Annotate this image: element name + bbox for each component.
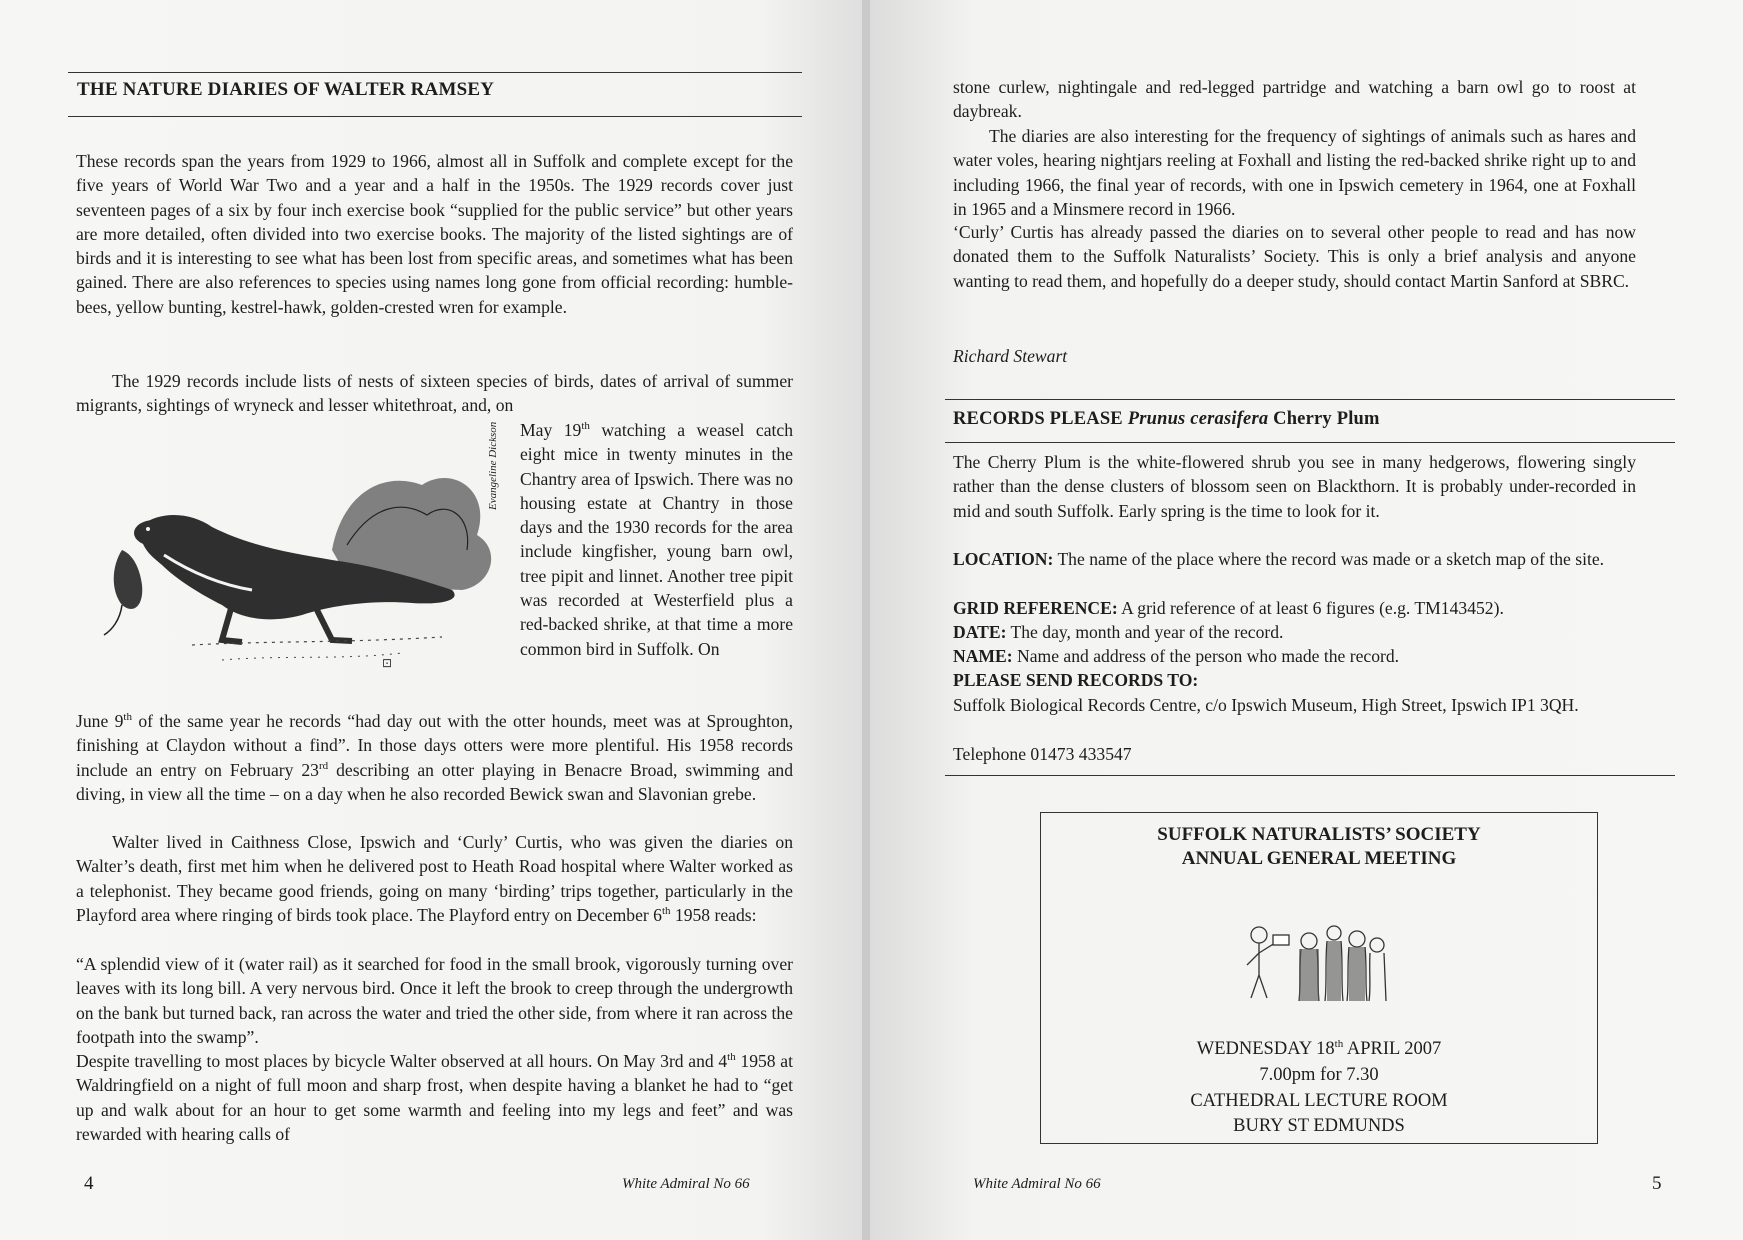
agm-venue: CATHEDRAL LECTURE ROOM xyxy=(1190,1091,1448,1111)
location-label: LOCATION: xyxy=(953,549,1054,569)
records-heading-species: Prunus cerasifera xyxy=(1127,409,1269,429)
location-text: The name of the place where the record was made or a sketch map of the site. xyxy=(1053,549,1605,569)
name-text: Name and address of the person who made the record. xyxy=(1012,646,1400,666)
article-author: Richard Stewart xyxy=(953,346,1068,366)
records-rule-top xyxy=(945,399,1675,400)
caithness-sup: th xyxy=(661,905,671,918)
page-left xyxy=(0,0,865,1240)
paragraph-1929-lead: The 1929 records include lists of nests of sixteen species of birds, dates of arrival of summer migrants, sightings of wryneck and lesser whitethroat, and, on xyxy=(76,371,793,416)
weasel-illustration xyxy=(82,455,522,675)
tail-text-c: describing an otter playing in Benacre Broad, swimming and diving, in view all the time – on a day when he also recorded Bewick swan and Slavonian grebe. xyxy=(76,759,793,804)
bicycle-text-a: Despite travelling to most places by bicycle Walter observed at all hours. On May 3rd and 4 xyxy=(76,1051,728,1071)
agm-town: BURY ST EDMUNDS xyxy=(1233,1116,1405,1136)
date-label: DATE: xyxy=(953,622,1007,642)
page-right xyxy=(870,0,1743,1240)
records-rule-bottom xyxy=(945,442,1675,443)
send-records-label: PLEASE SEND RECORDS TO: xyxy=(953,670,1199,690)
caithness-text-b: 1958 reads: xyxy=(670,904,757,925)
paragraph-donation: ‘Curly’ Curtis has already passed the diaries on to several other people to read and has now donated them to the Suffolk Naturalists’ Society. This is only a brief analysis and anyone wanting to read them, and hopefully do a deeper study, should contact Martin Sanford at SBRC. xyxy=(953,222,1636,291)
water-rail-quote: “A splendid view of it (water rail) as it searched for food in the small brook, vigorously turning over leaves with its long bill. A very nervous bird. Once it left the brook to creep through the undergrowth on the bank but turned back, ran across the water and tried the other side, from where it ran across the footpath into the swamp”. xyxy=(76,954,793,1047)
wrap-text-b: watching a weasel catch eight mice in twenty minutes in the Chantry area of Ipswich. There was no housing estate at Chantry in those days and the 1930 records for the area include kingfisher, young barn owl, tree pipit and linnet. Another tree pipit was recorded at Westerfield plus a red-backed shrike, at that time a more common bird in Suffolk. On xyxy=(520,420,793,659)
agm-society-title: SUFFOLK NATURALISTS’ SOCIETY xyxy=(1157,824,1481,845)
date-field xyxy=(953,620,1636,644)
bicycle-sup: th xyxy=(727,1051,736,1064)
wrap-sup: th xyxy=(581,420,590,433)
date-text: The day, month and year of the record. xyxy=(1006,622,1284,642)
paragraph-1929-tail xyxy=(76,709,793,806)
paragraph-bicycle xyxy=(76,1049,793,1146)
tail-sup-a: th xyxy=(123,711,132,724)
caithness-text-a: Walter lived in Caithness Close, Ipswich and ‘Curly’ Curtis, who was given the diaries on Walter’s death, first met him when he delivered post to Heath Road hospital where Walter worked as a telephonist. They became good friends, going on many ‘birding’ trips together, particularly in the Playford area where ringing of birds took place. The Playford entry on December 6 xyxy=(76,832,793,925)
agm-date xyxy=(1041,1039,1597,1060)
meeting-illustration xyxy=(1239,913,1389,1003)
agm-date-a: WEDNESDAY 18 xyxy=(1196,1039,1335,1059)
grid-reference-text: A grid reference of at least 6 figures (e.g. TM143452). xyxy=(1117,598,1504,618)
name-label: NAME: xyxy=(953,646,1013,666)
agm-notice-box xyxy=(1040,812,1598,1144)
agm-date-sup: th xyxy=(1334,1037,1344,1050)
sbrc-telephone: Telephone 01473 433547 xyxy=(953,744,1132,764)
records-intro: The Cherry Plum is the white-flowered shrub you see in many hedgerows, flowering singly rather than the dense clusters of blossom seen on Blackthorn. It is probably under-recorded in mid and south Suffolk. Early spring is the time to look for it. xyxy=(953,452,1636,521)
continuation-paragraph: stone curlew, nightingale and red-legged partridge and watching a barn owl go to roost at daybreak. xyxy=(953,77,1636,122)
page-number-left: 4 xyxy=(84,1173,94,1194)
tail-sup-b: rd xyxy=(318,759,329,772)
tail-text-b: of the same year he records “had day out with the otter hounds, meet was at Sproughton, finishing at Claydon without a find”. In those days otters were more plentiful. His 1958 records include an entry on February 23 xyxy=(76,711,793,780)
heading-rule-bottom xyxy=(68,116,802,117)
tail-text-a: June 9 xyxy=(76,711,124,731)
records-heading-text-a: RECORDS PLEASE xyxy=(953,409,1128,429)
svg-text:⊡: ⊡ xyxy=(382,656,393,670)
records-heading-text-b: Cherry Plum xyxy=(1268,409,1380,429)
sbrc-address: Suffolk Biological Records Centre, c/o Ipswich Museum, High Street, Ipswich IP1 3QH. xyxy=(953,695,1579,715)
location-field xyxy=(953,547,1636,571)
running-footer-right: White Admiral No 66 xyxy=(973,1176,1101,1192)
paragraph-caithness xyxy=(76,830,793,927)
illustration-credit: Evangeline Dickson xyxy=(487,421,499,510)
article-heading: THE NATURE DIARIES OF WALTER RAMSEY xyxy=(77,79,495,100)
agm-time: 7.00pm for 7.30 xyxy=(1259,1065,1379,1085)
running-footer-left: White Admiral No 66 xyxy=(622,1176,750,1192)
name-field xyxy=(953,644,1636,668)
heading-rule-top xyxy=(68,72,802,73)
grid-reference-field xyxy=(953,596,1636,620)
bicycle-text-b: 1958 at Waldringfield on a night of full moon and sharp frost, when despite having a blanket he had to “get up and walk about for an hour to get some warmth and feeling into my legs and feet” and was rewarded with hearing calls of xyxy=(76,1051,793,1144)
records-rule-end xyxy=(945,775,1675,776)
agm-meeting-title: ANNUAL GENERAL MEETING xyxy=(1181,848,1457,869)
grid-reference-label: GRID REFERENCE: xyxy=(953,598,1118,618)
wrap-text-a: May 19 xyxy=(520,420,582,440)
records-heading xyxy=(953,409,1380,430)
paragraph-1929-wrap xyxy=(520,418,793,661)
paragraph-frequency: The diaries are also interesting for the frequency of sightings of animals such as hares and water voles, hearing nightjars reeling at Foxhall and listing the red-backed shrike right up to and including 1966, the final year of records, with one in Ipswich cemetery in 1964, one at Foxhall in 1965 and a Minsmere record in 1966. xyxy=(953,126,1636,219)
page-number-right: 5 xyxy=(1652,1173,1662,1194)
agm-date-b: APRIL 2007 xyxy=(1343,1039,1442,1059)
intro-paragraph: These records span the years from 1929 to 1966, almost all in Suffolk and complete except for the five years of World War Two and a year and a half in the 1950s. The 1929 records cover just seventeen pages of a six by four inch exercise book “supplied for the public service” but other years are more detailed, often divided into two exercise books. The majority of the listed sightings are of birds and it is interesting to see what has been lost from specific areas, and sometimes what has been gained. There are also references to species using names long gone from official recording: humble-bees, yellow bunting, kestrel-hawk, golden-crested wren for example. xyxy=(76,151,793,317)
